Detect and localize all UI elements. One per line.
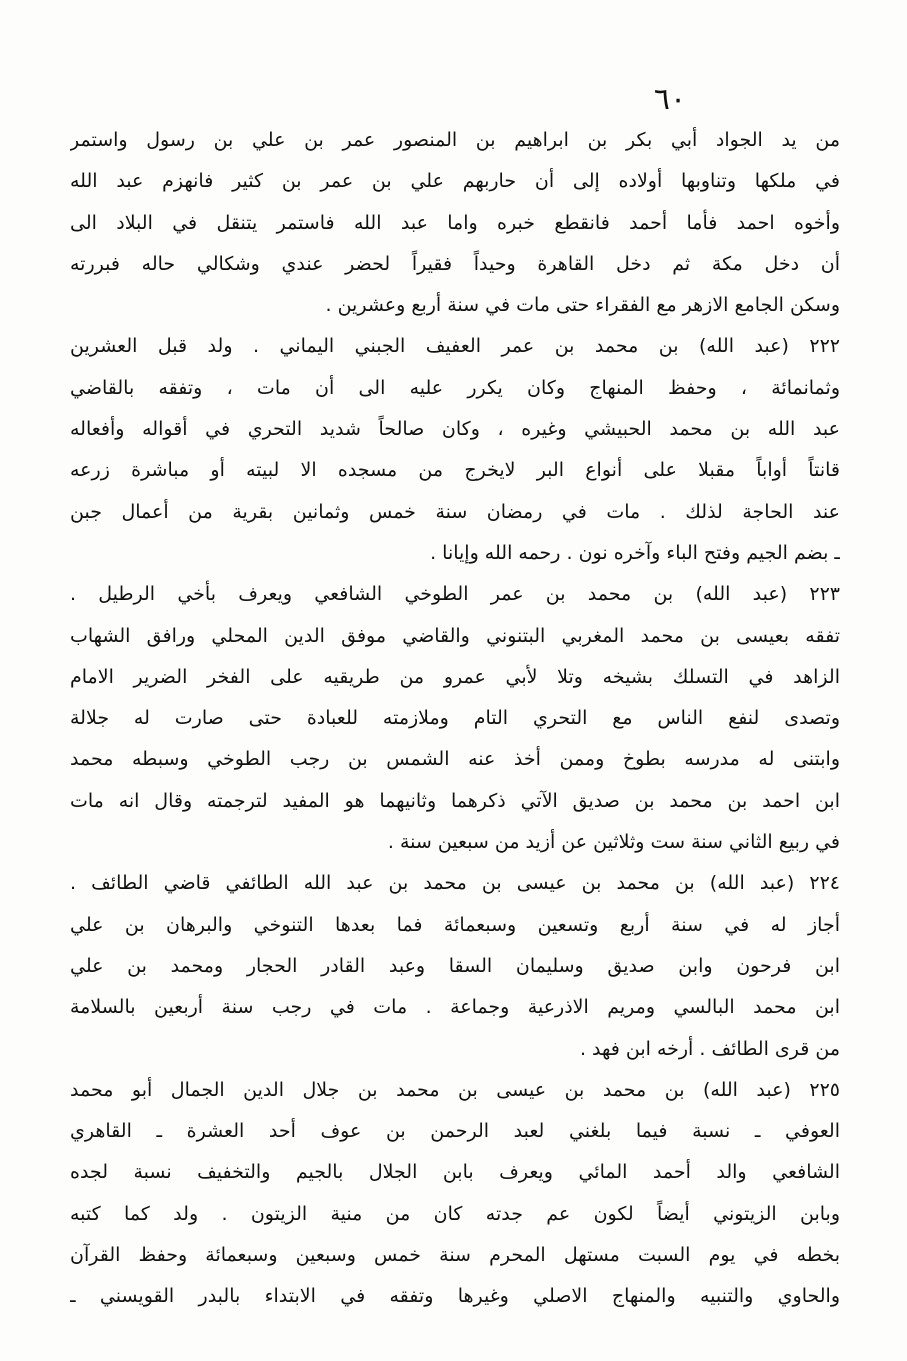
text-line: من يد الجواد أبي بكر بن ابراهيم بن المنصور عمر بن علي بن رسول واستمر xyxy=(70,129,840,151)
text-line: وثمانمائة ، وحفظ المنهاج وكان يكرر عليه الى أن مات ، وتفقه بالقاضي xyxy=(70,376,840,399)
text-line: الزاهد في التسلك بشيخه وتلا لأبي عمرو من طريقيه على الفخر الضرير الامام xyxy=(70,665,840,688)
text-line: أجاز له في سنة أربع وتسعين وسبعمائة فما بعدها التنوخي والبرهان بن علي xyxy=(70,913,840,936)
text-line: من قرى الطائف . أرخه ابن فهد . xyxy=(579,1037,840,1060)
text-line: عند الحاجة لذلك . مات في رمضان سنة خمس وثمانين بقرية من أعمال جبن xyxy=(70,500,840,523)
text-line: ٢٢٢ (عبد الله) بن محمد بن عمر العفيف الجبني اليماني . ولد قبل العشرين xyxy=(70,335,840,358)
text-line: عبد الله بن محمد الحبيشي وغيره ، وكان صالحاً شديد التحري في أقواله وأفعاله xyxy=(70,418,840,441)
text-line: ـ بضم الجيم وفتح الباء وآخره نون . رحمه الله وإيانا . xyxy=(430,541,840,564)
text-line: ٢٢٤ (عبد الله) بن محمد بن عيسى بن محمد بن عبد الله الطائفي قاضي الطائف . xyxy=(70,872,840,895)
text-line: أن دخل مكة ثم دخل القاهرة وحيداً فقيراً لحضر عندي وشكالي حاله فبررته xyxy=(70,252,840,275)
text-line: في ربيع الثاني سنة ست وثلاثين عن أزيد من سبعين سنة . xyxy=(387,831,840,854)
text-line: وأخوه احمد فأما أحمد فانقطع خبره واما عبد الله فاستمر يتنقل في البلاد الى xyxy=(70,211,840,234)
text-line: الشافعي والد أحمد المائي ويعرف بابن الجلال بالجيم والتخفيف نسبة لجده xyxy=(70,1161,840,1184)
text-line: في ملكها وتناوبها أولاده إلى أن حاربهم علي بن عمر بن كثير فانهزم عبد الله xyxy=(70,170,840,193)
text-line: وابتنى له مدرسه بطوخ وممن أخذ عنه الشمس بن رجب الطوخي وسبطه محمد xyxy=(70,748,840,771)
text-line: ٢٢٥ (عبد الله) بن محمد بن عيسى بن محمد بن جلال الدين الجمال أبو محمد xyxy=(70,1078,840,1101)
text-line: وسكن الجامع الازهر مع الفقراء حتى مات في سنة أربع وعشرين . xyxy=(325,294,840,317)
text-line: والحاوي والتنبيه والمنهاج الاصلي وغيرها وتفقه في الابتداء بالبدر القويسني ـ xyxy=(70,1285,840,1308)
text-line: ابن فرحون وابن صديق وسليمان السقا وعبد القادر الحجار ومحمد بن علي xyxy=(70,954,840,977)
page-number: ٦٠ xyxy=(653,82,687,117)
text-line: وتصدى لنفع الناس مع التحري التام وملازمته للعبادة حتى صارت له جلالة xyxy=(70,707,840,730)
text-line: ٢٢٣ (عبد الله) بن محمد بن عمر الطوخي الشافعي ويعرف بأخي الرطيل . xyxy=(70,583,840,606)
text-line: قانتاً أواباً مقبلا على أنواع البر لايخرج من مسجده الا لبيته أو مباشرة زرعه xyxy=(70,459,840,482)
text-line: تفقه بعيسى بن محمد المغربي البتنوني والقاضي موفق الدين المحلي ورافق الشهاب xyxy=(70,624,840,647)
text-line: وبابن الزيتوني أيضاً لكون عم جدته كان من منية الزيتون . ولد كما كتبه xyxy=(70,1202,840,1225)
text-line: ابن احمد بن محمد بن صديق الآتي ذكرهما وثانيهما هو المفيد لترجمته وقال انه مات xyxy=(70,789,840,812)
text-line: بخطه في يوم السبت مستهل المحرم سنة خمس وسبعين وسبعمائة وحفظ القرآن xyxy=(70,1244,840,1267)
text-line: ابن محمد البالسي ومريم الاذرعية وجماعة . مات في رجب سنة أربعين بالسلامة xyxy=(70,996,840,1019)
text-line: العوفي ـ نسبة فيما بلغني لعبد الرحمن بن عوف أحد العشرة ـ القاهري xyxy=(70,1120,840,1143)
body-text xyxy=(70,120,840,1318)
